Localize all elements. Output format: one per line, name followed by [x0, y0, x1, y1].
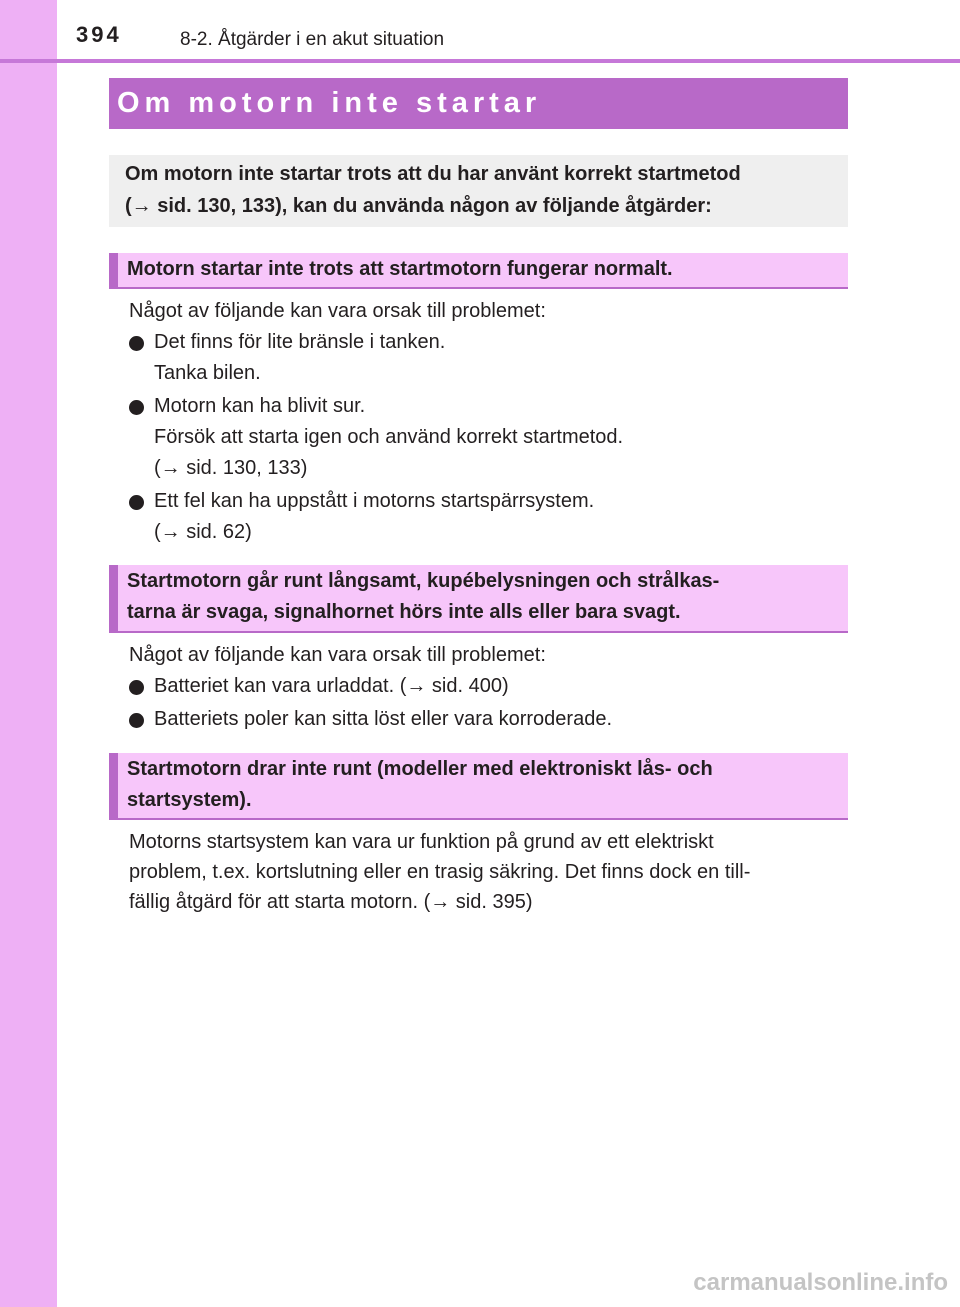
watermark: carmanualsonline.info: [693, 1269, 948, 1296]
intro-line: Om motorn inte startar trots att du har använt korrekt startmetod: [125, 163, 741, 185]
section-heading-line: Motorn startar inte trots att startmotorn fungerar normalt.: [127, 258, 673, 280]
bullet-item: Batteriet kan vara urladdat. (→ sid. 400): [129, 671, 841, 702]
section-heading-2: [109, 565, 848, 633]
side-band: [0, 0, 57, 1307]
bullet-item: Batteriets poler kan sitta löst eller vara korroderade.: [129, 704, 841, 735]
section-2-lead: Något av följande kan vara orsak till problemet:: [129, 644, 546, 666]
intro-box: [109, 155, 848, 227]
bullet-dot-icon: [129, 495, 144, 510]
page-title-bar: [109, 78, 848, 129]
section-3-body: [129, 827, 841, 917]
page-number: 394: [76, 22, 122, 47]
section-1-lead: Något av följande kan vara orsak till problemet:: [129, 300, 546, 322]
section-heading-1: [109, 253, 848, 289]
bullet-item: Ett fel kan ha uppstått i motorns startspärrsystem. (→ sid. 62): [129, 486, 841, 548]
body-line: fällig åtgärd för att starta motorn. (→ sid. 395): [129, 891, 533, 913]
section-heading-3: [109, 753, 848, 820]
bullet-item: Motorn kan ha blivit sur. Försök att starta igen och använd korrekt startmetod. (→ sid. 130, 133): [129, 391, 841, 484]
header-rule: [0, 59, 960, 63]
bullet-dot-icon: [129, 336, 144, 351]
intro-line: (→ sid. 130, 133), kan du använda någon av följande åtgärder:: [125, 195, 712, 217]
section-heading-line: startsystem).: [127, 789, 252, 811]
bullet-dot-icon: [129, 713, 144, 728]
bullet-item: Det finns för lite bränsle i tanken. Tanka bilen.: [129, 327, 841, 389]
bullet-dot-icon: [129, 680, 144, 695]
breadcrumb: 8-2. Åtgärder i en akut situation: [180, 29, 445, 50]
section-heading-line: tarna är svaga, signalhornet hörs inte alls eller bara svagt.: [127, 601, 681, 623]
body-line: Motorns startsystem kan vara ur funktion på grund av ett elektriskt: [129, 831, 714, 853]
bullet-dot-icon: [129, 400, 144, 415]
body-line: problem, t.ex. kortslutning eller en trasig säkring. Det finns dock en till-: [129, 861, 751, 883]
section-heading-line: Startmotorn drar inte runt (modeller med elektroniskt lås- och: [127, 758, 713, 780]
page-title: Om motorn inte startar: [117, 87, 542, 119]
section-heading-line: Startmotorn går runt långsamt, kupébelysningen och strålkas-: [127, 570, 720, 592]
